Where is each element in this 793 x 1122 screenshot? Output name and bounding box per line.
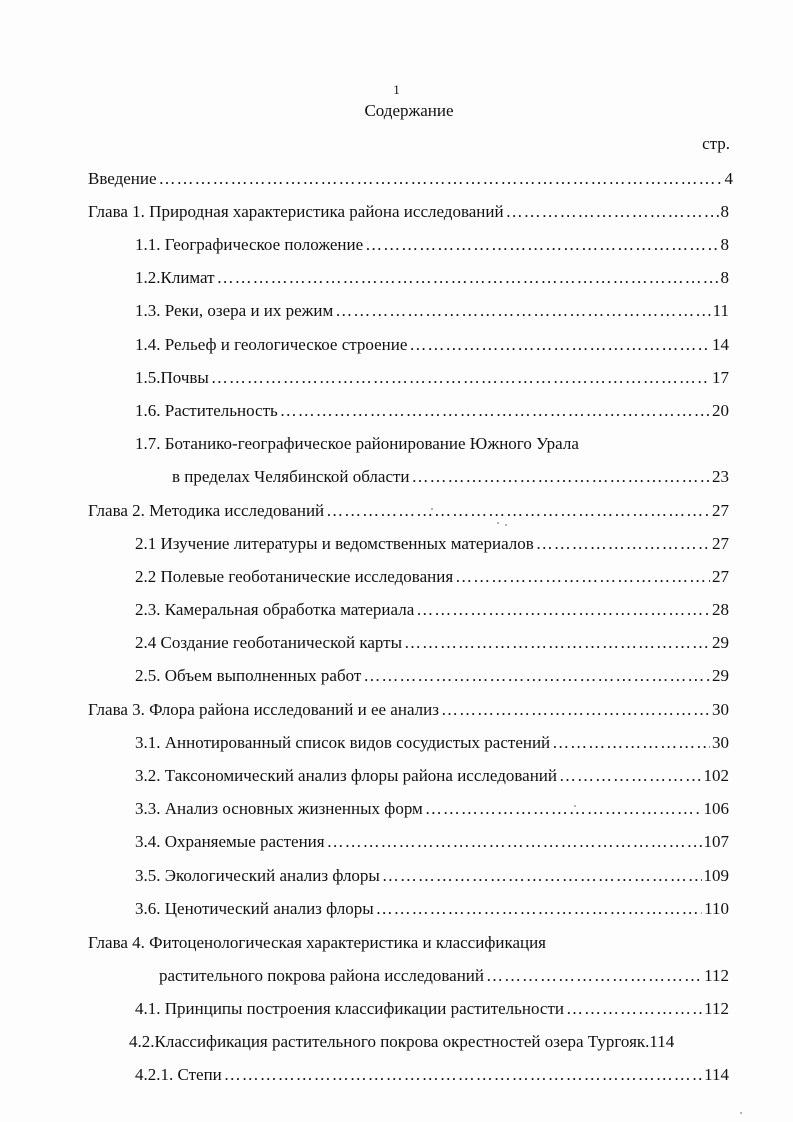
toc-entry-label: 1.2.Климат (135, 268, 215, 287)
toc-entry-2-3[interactable] (135, 598, 729, 622)
toc-entry-page: 17 (712, 368, 729, 387)
toc-entry-4-2-1[interactable] (135, 1063, 729, 1087)
toc-leader-dots (211, 366, 710, 390)
toc-leader-dots (404, 631, 710, 655)
scan-speck (497, 522, 499, 524)
toc-entry-4-1[interactable] (135, 997, 729, 1021)
toc-entry-label: 1.3. Реки, озера и их режим (135, 301, 334, 320)
toc-entry-page: 27 (712, 567, 729, 586)
scan-speck (505, 524, 507, 526)
toc-entry-label: Глава 1. Природная характеристика района исследований (88, 202, 504, 221)
toc-leader-dots (441, 698, 710, 722)
toc-leader-dots (455, 565, 710, 589)
toc-entry-label: 1.5.Почвы (135, 368, 209, 387)
toc-entry-2-5[interactable] (135, 664, 729, 688)
toc-entry-1-6[interactable] (135, 399, 729, 423)
toc-entry-2-4[interactable] (135, 631, 729, 655)
toc-entry-chapter-3[interactable] (88, 698, 729, 722)
toc-leader-dots (486, 964, 702, 988)
toc-entry-page: 11 (712, 301, 729, 320)
toc-entry-page: 23 (712, 467, 729, 486)
toc-entry-page: 114 (649, 1032, 675, 1051)
toc-entry-chapter-4-first-line[interactable]: Глава 4. Фитоценологическая характеристика и классификация (88, 933, 547, 952)
toc-entry-label: 1.1. Географическое положение (135, 235, 364, 254)
toc-entry-page: 20 (712, 401, 729, 420)
toc-entry-chapter-1[interactable] (88, 200, 729, 224)
toc-leader-dots (382, 864, 702, 888)
toc-entry-1-7[interactable] (172, 465, 729, 489)
toc-entry-page: 27 (712, 534, 729, 553)
toc-leader-dots (217, 266, 719, 290)
toc-entry-1-3[interactable] (135, 299, 729, 323)
toc-leader-dots (559, 764, 702, 788)
toc-entry-label: 3.5. Экологический анализ флоры (135, 866, 380, 885)
toc-leader-dots (159, 167, 723, 191)
toc-leader-dots (506, 200, 719, 224)
toc-entry-label: 2.4 Создание геоботанической карты (135, 633, 403, 652)
toc-entry-page: 29 (712, 666, 729, 685)
toc-leader-dots (365, 233, 718, 257)
toc-leader-dots (566, 997, 702, 1021)
toc-leader-dots (280, 399, 710, 423)
toc-leader-dots (552, 731, 710, 755)
toc-entry-page: 8 (720, 268, 729, 287)
toc-entry-label: Введение (88, 169, 157, 188)
scan-speck (431, 508, 433, 510)
toc-entry-page: 14 (712, 335, 729, 354)
toc-entry-1-2[interactable] (135, 266, 729, 290)
scan-speck (740, 1112, 742, 1114)
toc-entry-1-1[interactable] (135, 233, 729, 257)
toc-entry-label: Глава 2. Методика исследований (88, 501, 325, 520)
toc-entry-label: 2.2 Полевые геоботанические исследования (135, 567, 454, 586)
toc-entry-1-4[interactable] (135, 333, 729, 357)
toc-entry-chapter-4[interactable] (159, 964, 729, 988)
toc-entry-page: 8 (720, 202, 729, 221)
toc-leader-dots (376, 897, 703, 921)
toc-entry-label: 3.6. Ценотический анализ флоры (135, 899, 374, 918)
toc-entry-label: Глава 3. Флора района исследований и ее анализ (88, 700, 439, 719)
page-column-label: стр. (702, 134, 730, 153)
toc-entry-1-5[interactable] (135, 366, 729, 390)
toc-entry-page: 30 (712, 700, 729, 719)
toc-entry-page: 8 (720, 235, 729, 254)
toc-entry-label: 1.4. Рельеф и геологическое строение (135, 335, 408, 354)
toc-entry-label: 3.3. Анализ основных жизненных форм (135, 799, 423, 818)
toc-leader-dots (326, 499, 710, 523)
toc-leader-dots (327, 830, 702, 854)
toc-leader-dots (412, 465, 710, 489)
toc-entry-page: 107 (703, 832, 729, 851)
toc-entry-page: 110 (704, 899, 729, 918)
toc-entry-page: 30 (712, 733, 729, 752)
toc-entry-page: 102 (703, 766, 729, 785)
toc-entry-label: в пределах Челябинской области (172, 467, 410, 486)
toc-entry-page: 29 (712, 633, 729, 652)
toc-entry-3-4[interactable] (135, 830, 729, 854)
toc-entry-label: 4.1. Принципы построения классификации растительности (135, 999, 565, 1018)
toc-entry-label: 2.5. Объем выполненных работ (135, 666, 362, 685)
toc-entry-label: 4.2.Классификация растительного покрова окрестностей озера Тургояк. (129, 1032, 650, 1051)
toc-leader-dots (536, 532, 710, 556)
toc-entry-label: растительного покрова района исследований (159, 966, 485, 985)
toc-leader-dots (335, 299, 710, 323)
toc-entry-intro[interactable] (88, 167, 733, 191)
toc-entry-page: 112 (704, 999, 729, 1018)
toc-entry-page: 27 (712, 501, 729, 520)
toc-leader-dots (425, 797, 702, 821)
toc-entry-label: 3.1. Аннотированный список видов сосудистых растений (135, 733, 551, 752)
toc-entry-label: 2.1 Изучение литературы и ведомственных материалов (135, 534, 534, 553)
toc-entry-1-7-first-line[interactable]: 1.7. Ботанико-географическое районирование Южного Урала (135, 434, 579, 453)
page-number: 1 (393, 82, 400, 97)
toc-entry-label: 1.6. Растительность (135, 401, 278, 420)
toc-entry-page: 112 (704, 966, 729, 985)
toc-entry-3-3[interactable] (135, 797, 729, 821)
toc-leader-dots (416, 598, 710, 622)
toc-entry-2-1[interactable] (135, 532, 729, 556)
toc-entry-label: 3.2. Таксономический анализ флоры района исследований (135, 766, 557, 785)
toc-entry-page: 4 (724, 169, 733, 188)
toc-entry-label: 4.2.1. Степи (135, 1065, 222, 1084)
toc-entry-page: 106 (703, 799, 729, 818)
scan-speck (574, 805, 576, 807)
toc-entry-chapter-2[interactable] (88, 499, 729, 523)
toc-entry-3-1[interactable] (135, 731, 729, 755)
toc-entry-label: 3.4. Охраняемые растения (135, 832, 325, 851)
toc-entry-3-6[interactable] (135, 897, 729, 921)
toc-entry-2-2[interactable] (135, 565, 729, 589)
page-title: Содержание (364, 101, 454, 120)
toc-leader-dots (409, 333, 710, 357)
toc-entry-label: 2.3. Камеральная обработка материала (135, 600, 415, 619)
toc-leader-dots (363, 664, 710, 688)
toc-entry-page: 109 (703, 866, 729, 885)
toc-entry-page: 114 (704, 1065, 729, 1084)
toc-leader-dots (224, 1063, 702, 1087)
toc-entry-3-2[interactable] (135, 764, 729, 788)
toc-entry-page: 28 (712, 600, 729, 619)
toc-entry-3-5[interactable] (135, 864, 729, 888)
toc-entry-4-2[interactable] (129, 1030, 729, 1054)
